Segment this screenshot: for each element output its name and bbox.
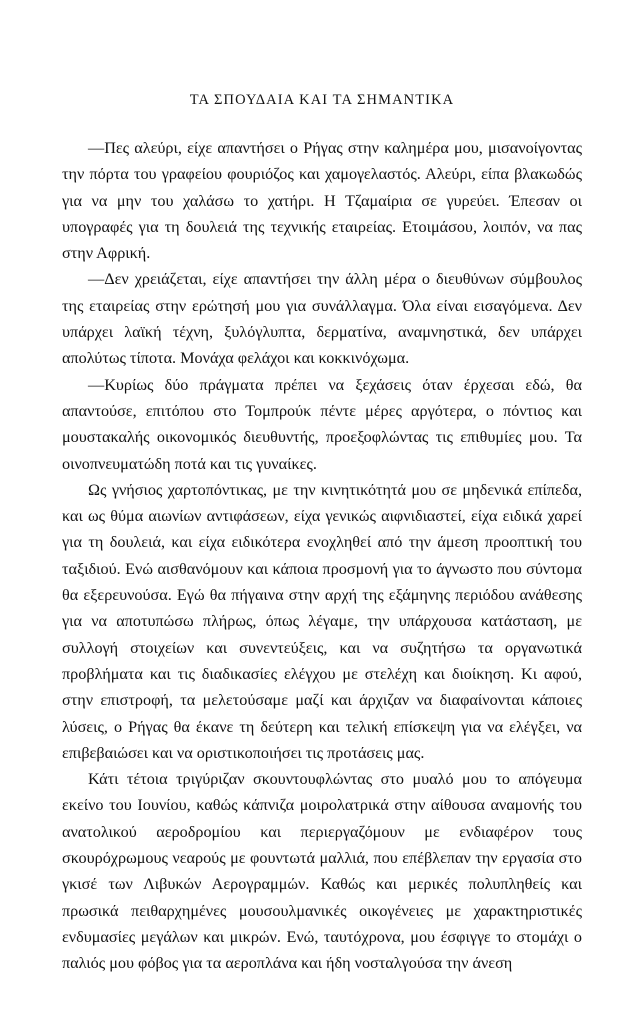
paragraph: —Πες αλεύρι, είχε απαντήσει ο Ρήγας στην καλημέρα μου, μισανοίγοντας την πόρτα του γραφείου φουριόζος και χαμογελαστός. Αλεύρι, είπα βλακωδώς για να μην του χαλάσω το χατήρι. Η Τζαμαίρια σε γυρεύει. Έπεσαν οι υπογραφές για τη δουλειά της τεχνικής εταιρείας. Ετοιμάσου, λοιπόν, να πας στην Αφρική. xyxy=(62,139,582,263)
paragraph: Ως γνήσιος χαρτοπόντικας, με την κινητικότητά μου σε μηδενικά επίπεδα, και ως θύμα αιωνίων αντιφάσεων, είχα γενικώς αιφνιδιαστεί, είχα ειδικά χαρεί για τη δουλειά, και είχα ειδικότερα ενοχληθεί από την άμεση προοπτική του ταξιδιού. Ενώ αισθανόμουν και κάποια προσμονή για το άγνωστο που σύντομα θα εξερευνούσα. Εγώ θα πήγαινα στην αρχή της εξάμηνης περιόδου ανάθεσης για να αποτυπώσω πλήρως, όπως λέγαμε, την υπάρχουσα κατάσταση, με συλλογή στοιχείων και συνεντεύξεις, και να συζητήσω τα οργανωτικά προβλήματα και τις διαδικασίες ελέγχου με στελέχη και διοίκηση. Κι αφού, στην επιστροφή, τα μελετούσαμε μαζί και άρχιζαν να διαφαίνονται κάποιες λύσεις, ο Ρήγας θα έκανε τη δεύτερη και τελική επίσκεψη για να ελέγξει, να επιβεβαιώσει και να οριστικοποιήσει τις προτάσεις μας. xyxy=(62,480,582,762)
paragraph: —Δεν χρειάζεται, είχε απαντήσει την άλλη μέρα ο διευθύνων σύμβουλος της εταιρείας στην ερώτησή μου για συνάλλαγμα. Όλα είναι εισαγόμενα. Δεν υπάρχει λαϊκή τέχνη, ξυλόγλυπτα, δερματίνα, αναμνηστικά, δεν υπάρχει απολύτως τίποτα. Μονάχα φελάχοι και κοκκινόχωμα. xyxy=(62,270,582,368)
page-title: ΤΑ ΣΠΟΥΔΑΙΑ ΚΑΙ ΤΑ ΣΗΜΑΝΤΙΚΑ xyxy=(189,92,455,108)
body-text xyxy=(62,135,582,977)
paragraph: Κάτι τέτοια τριγύριζαν σκουντουφλώντας στο μυαλό μου το απόγευμα εκείνο του Ιουνίου, καθώς κάπνιζα μοιρολατρικά στην αίθουσα αναμονής του ανατολικού αεροδρομίου και περιεργαζόμουν με ενδιαφέρον τους σκουρόχρωμους νεαρούς με φουντωτά μαλλιά, που επέβλεπαν την εργασία στο γκισέ των Λιβυκών Αερογραμμών. Καθώς και μερικές πολυπληθείς και πρωσικά πειθαρχημένες μουσουλμανικές οικογένειες με χαρακτηριστικές ενδυμασίες μεγάλων και μικρών. Ενώ, ταυτόχρονα, μου έσφιγγε το στομάχι ο παλιός μου φόβος για τα αεροπλάνα και ήδη νοσταλγούσα την άνεση xyxy=(62,770,582,973)
paragraph: —Κυρίως δύο πράγματα πρέπει να ξεχάσεις όταν έρχεσαι εδώ, θα απαντούσε, επιτόπου στο Τομπρούκ πέντε μέρες αργότερα, ο πόντιος και μουστακαλής οικονομικός διευθυντής, προεξοφλώντας τις επιθυμίες μου. Τα οινοπνευματώδη ποτά και τις γυναίκες. xyxy=(62,375,582,473)
